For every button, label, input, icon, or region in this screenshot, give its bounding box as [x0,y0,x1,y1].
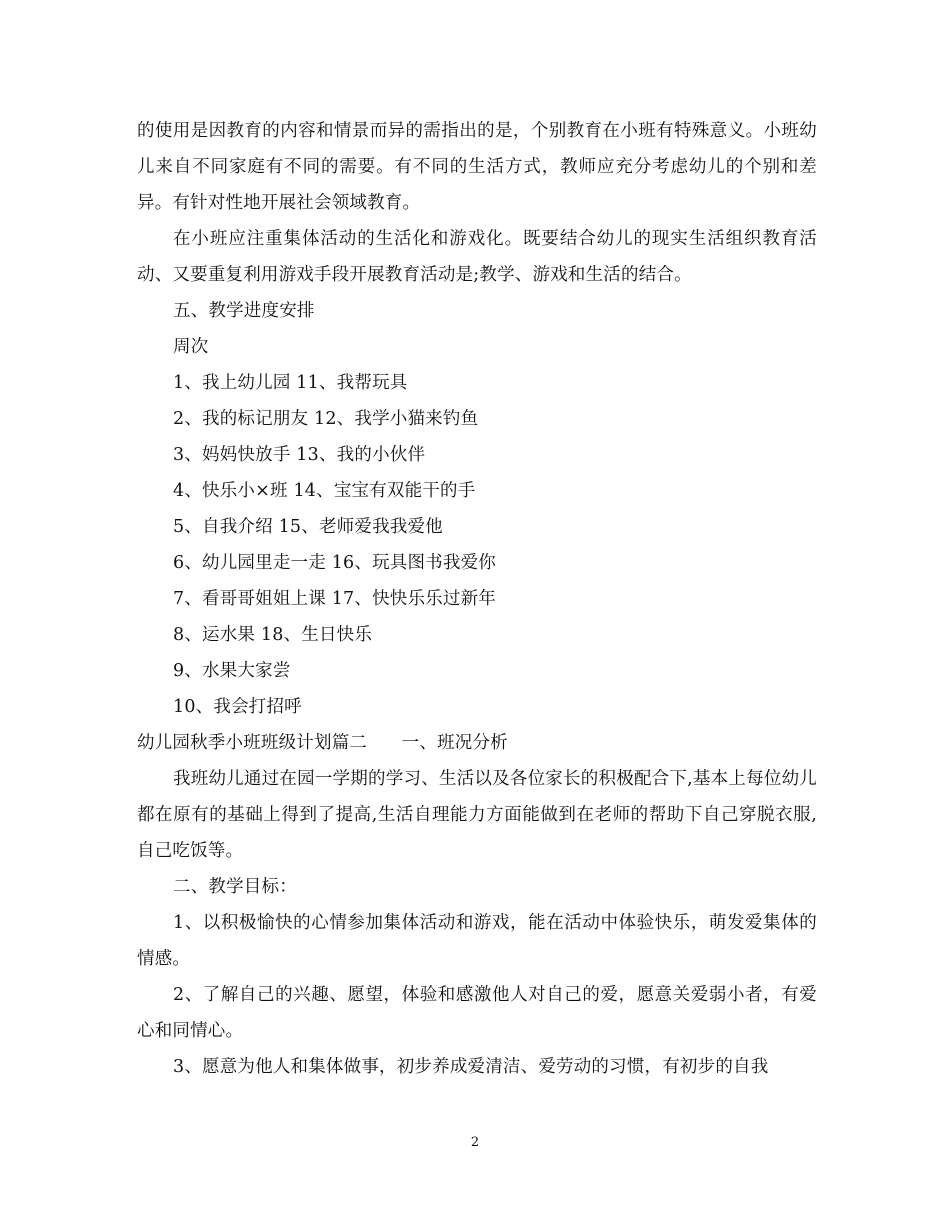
schedule-item-10: 10、我会打招呼 [173,697,302,717]
goal-item-2: 2、了解自己的兴趣、愿望，体验和感激他人对自己的爱，愿意关爱弱小者，有爱心和同情心。 [137,985,817,1041]
paragraph-2: 在小班应注重集体活动的生活化和游戏化。既要结合幼儿的现实生活组织教育活动、又要重复利用游戏手段开展教育活动是;教学、游戏和生活的结合。 [137,229,817,285]
schedule-item-7: 7、看哥哥姐姐上课 17、快快乐乐过新年 [173,589,496,609]
page-number: 2 [470,1135,480,1150]
section-heading-plan-two: 幼儿园秋季小班班级计划篇二 一、班况分析 [137,733,508,753]
schedule-item-8: 8、运水果 18、生日快乐 [173,625,373,645]
document-body [137,113,817,1085]
schedule-item-5: 5、自我介绍 15、老师爱我我爱他 [173,517,443,537]
paragraph-1: 的使用是因教育的内容和情景而异的需指出的是，个别教育在小班有特殊意义。小班幼儿来自不同家庭有不同的需要。有不同的生活方式，教师应充分考虑幼儿的个别和差异。有针对性地开展社会领域教育。 [137,121,817,213]
schedule-item-6: 6、幼儿园里走一走 16、玩具图书我爱你 [173,553,496,573]
section-heading-goals: 二、教学目标： [173,877,297,897]
schedule-column-label: 周次 [173,337,209,357]
section-heading-schedule: 五、教学进度安排 [173,301,315,321]
goal-item-1: 1、以积极愉快的心情参加集体活动和游戏，能在活动中体验快乐，萌发爱集体的情感。 [137,913,817,969]
schedule-item-9: 9、水果大家尝 [173,661,291,681]
schedule-item-1: 1、我上幼儿园 11、我帮玩具 [173,373,408,393]
goal-item-3: 3、愿意为他人和集体做事，初步养成爱清洁、爱劳动的习惯，有初步的自我 [173,1057,769,1077]
schedule-item-4: 4、快乐小×班 14、宝宝有双能干的手 [173,481,476,501]
schedule-item-3: 3、妈妈快放手 13、我的小伙伴 [173,445,426,465]
paragraph-class-analysis: 我班幼儿通过在园一学期的学习、生活以及各位家长的积极配合下,基本上每位幼儿都在原有的基础上得到了提高,生活自理能力方面能做到在老师的帮助下自己穿脱衣服,自己吃饭等。 [137,769,817,861]
schedule-item-2: 2、我的标记朋友 12、我学小猫来钓鱼 [173,409,479,429]
